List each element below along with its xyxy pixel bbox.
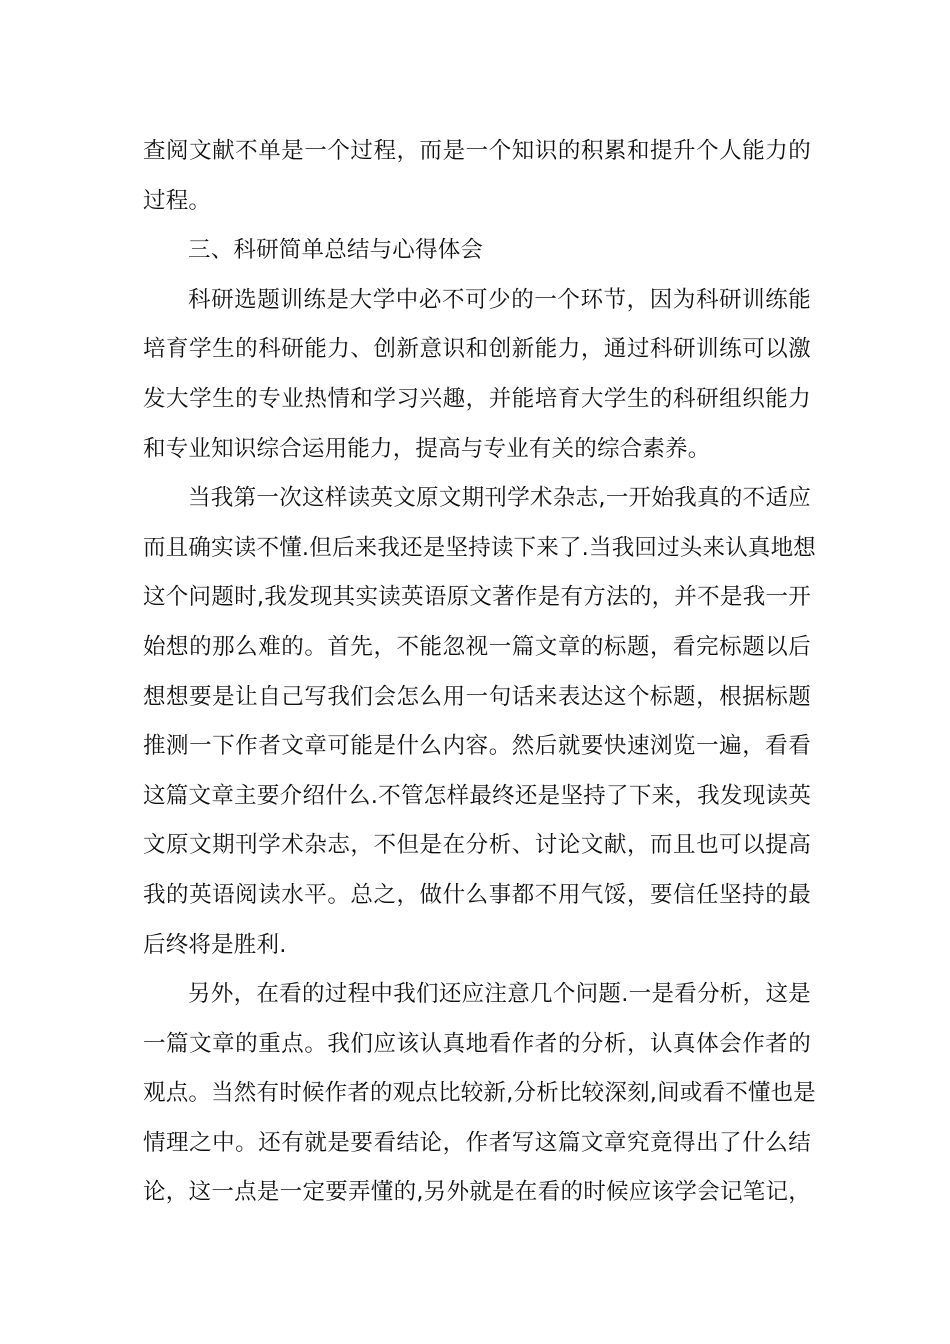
text-line: 一篇文章的重点。我们应该认真地看作者的分析，认真体会作者的 xyxy=(143,1030,811,1057)
paragraph-2 xyxy=(143,276,811,474)
document-body xyxy=(143,127,817,1218)
text-line: 想想要是让自己写我们会怎么用一句话来表达这个标题，根据标题 xyxy=(143,683,811,710)
paragraph-3 xyxy=(143,474,817,970)
text-line: 和专业知识综合运用能力，提高与专业有关的综合素养。 xyxy=(143,435,711,462)
text-line: 我的英语阅读水平。总之，做什么事都不用气馁，要信任坚持的最 xyxy=(143,881,811,908)
paragraph-4 xyxy=(143,970,817,1218)
text-line: 这篇文章主要介绍什么.不管怎样最终还是坚持了下来，我发现读英 xyxy=(143,782,811,809)
text-line: 论，这一点是一定要弄懂的,另外就是在看的时候应该学会记笔记， xyxy=(143,1179,811,1206)
text-line: 这个问题时,我发现其实读英语原文著作是有方法的，并不是我一开 xyxy=(143,584,811,611)
section-heading xyxy=(143,226,811,276)
text-line: 科研选题训练是大学中必不可少的一个环节，因为科研训练能 xyxy=(188,286,811,313)
text-line: 培育学生的科研能力、创新意识和创新能力，通过科研训练可以激 xyxy=(143,336,811,363)
text-line: 观点。当然有时候作者的观点比较新,分析比较深刻,间或看不懂也是 xyxy=(143,1080,817,1107)
text-line: 文原文期刊学术杂志，不但是在分析、讨论文献，而且也可以提高 xyxy=(143,832,811,859)
paragraph-1 xyxy=(143,127,811,226)
text-line: 另外，在看的过程中我们还应注意几个问题.一是看分析，这是 xyxy=(188,981,811,1008)
text-line: 情理之中。还有就是要看结论，作者写这篇文章究竟得出了什么结 xyxy=(143,1129,811,1156)
text-line: 当我第一次这样读英文原文期刊学术杂志,一开始我真的不适应 xyxy=(188,485,811,512)
text-line: 始想的那么难的。首先，不能忽视一篇文章的标题，看完标题以后 xyxy=(143,633,811,660)
text-line: 过程。 xyxy=(143,187,212,214)
text-line: 发大学生的专业热情和学习兴趣，并能培育大学生的科研组织能力 xyxy=(143,385,811,412)
text-line: 推测一下作者文章可能是什么内容。然后就要快速浏览一遍，看看 xyxy=(143,733,811,760)
heading-text: 三、科研简单总结与心得体会 xyxy=(188,237,484,264)
text-line: 而且确实读不懂.但后来我还是坚持读下来了.当我回过头来认真地想 xyxy=(143,534,817,561)
text-line: 后终将是胜利. xyxy=(143,931,287,958)
text-line: 查阅文献不单是一个过程，而是一个知识的积累和提升个人能力的 xyxy=(143,138,811,164)
